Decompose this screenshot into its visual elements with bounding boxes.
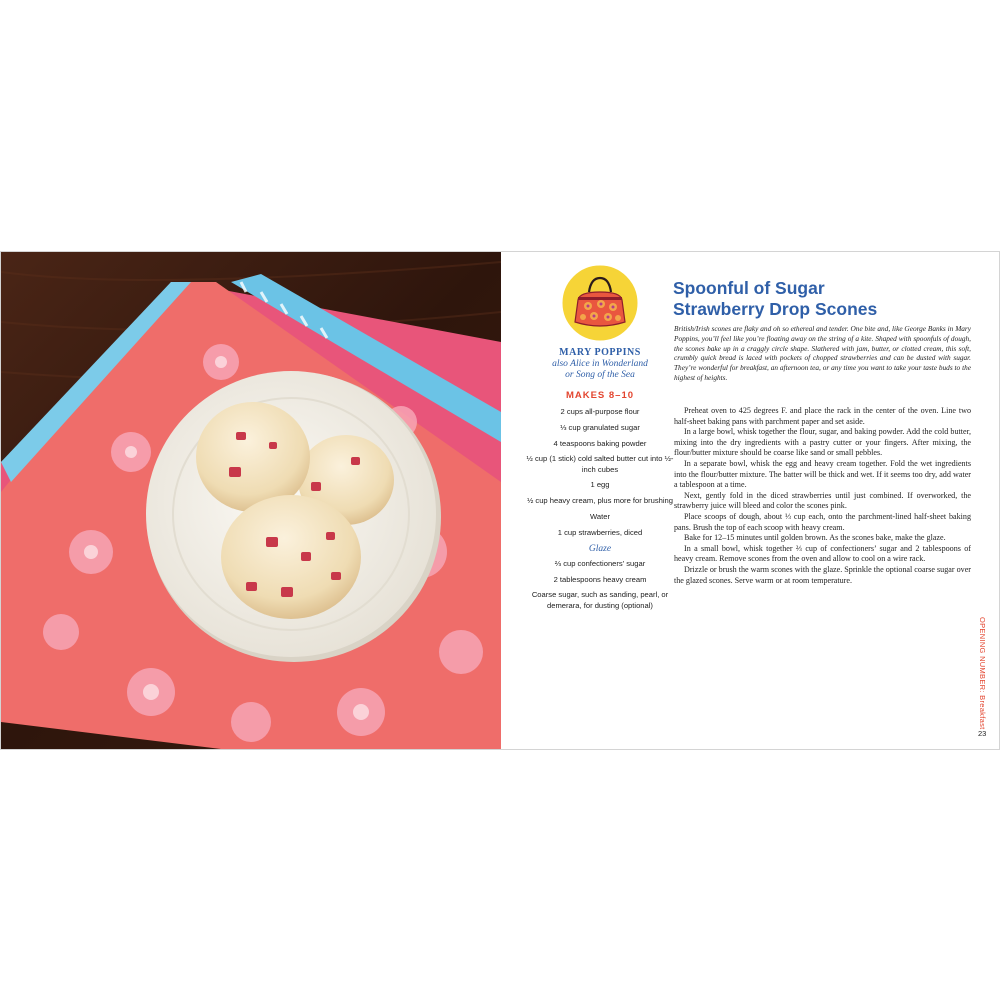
ingredient-item: ½ cup heavy cream, plus more for brushing bbox=[526, 496, 674, 506]
glaze-heading: Glaze bbox=[588, 543, 612, 554]
ingredient-item: 2 cups all-purpose flour bbox=[560, 407, 640, 416]
step-paragraph: In a separate bowl, whisk the egg and heavy cream together. Fold the wet ingredients into the flour/butter mixture. The batter will be thick and wet. If it seems too dry, add water a tablespoon at a time. bbox=[674, 458, 971, 490]
alt-title-1: Alice in Wonderland bbox=[570, 359, 648, 369]
page-number: 23 bbox=[978, 729, 987, 738]
recipe-title-line-1: Spoonful of Sugar bbox=[673, 278, 825, 298]
movie-alternates bbox=[522, 359, 678, 381]
book-spread bbox=[0, 251, 1000, 750]
step-paragraph: Bake for 12–15 minutes until golden brown. As the scones bake, make the glaze. bbox=[684, 533, 946, 543]
recipe-intro: British/Irish scones are flaky and oh so ethereal and tender. One bite and, like George Banks in Mary Poppins, you’ll feel like you’re floating away on the string of a kite. Shaped with spoonfuls of dough, the scones bake up in a craggly circle shape. Slathered with jam, butter, or clotted cream, this soft, crumbly quick bread is laced with pockets of chopped strawberries and can be dusted with sugar. They’re wonderful for breakfast, an afternoon tea, or any time you want to take your taste buds to the highest of heights. bbox=[674, 324, 971, 382]
recipe-title-line-2: Strawberry Drop Scones bbox=[673, 299, 878, 319]
alt-title-2: Song of the Sea bbox=[575, 370, 635, 380]
ingredient-list bbox=[524, 407, 676, 616]
running-head-text: OPENING NUMBER: Breakfast bbox=[978, 617, 987, 730]
recipe-title bbox=[673, 278, 973, 320]
step-paragraph: Place scoops of dough, about ⅓ cup each, onto the parchment-lined half-sheet baking pans. Brush the top of each scoop with heavy cream. bbox=[674, 511, 971, 532]
glaze-ingredient-item: 2 tablespoons heavy cream bbox=[553, 574, 647, 584]
glaze-ingredient-item: ⅔ cup confectioners’ sugar bbox=[554, 558, 646, 568]
ingredient-item: 1 cup strawberries, diced bbox=[557, 527, 643, 537]
running-head bbox=[972, 617, 992, 737]
step-paragraph: In a small bowl, whisk together ⅔ cup of confectioners’ sugar and 2 tablespoons of heavy cream. Remove scones from the oven and allow to cool on a wire rack. bbox=[674, 543, 971, 564]
ingredient-item: Water bbox=[590, 511, 610, 521]
step-paragraph: Drizzle or brush the warm scones with the glaze. Sprinkle the optional coarse sugar over the glazed scones. Serve warm or at room temperature. bbox=[674, 564, 971, 585]
ingredient-item: 1 egg bbox=[590, 480, 610, 490]
ingredient-item: 4 teaspoons baking powder bbox=[553, 438, 647, 448]
ingredient-item: ⅓ cup granulated sugar bbox=[560, 422, 640, 432]
carpet-bag-icon bbox=[561, 264, 639, 342]
recipe-page bbox=[502, 252, 999, 749]
movie-title: MARY POPPINS bbox=[559, 347, 641, 358]
step-paragraph: Preheat oven to 425 degrees F. and place the rack in the center of the oven. Line two half-sheet baking pans with parchment paper and set aside. bbox=[674, 406, 971, 426]
also-prefix: also bbox=[552, 359, 571, 369]
step-paragraph: In a large bowl, whisk together the flour, sugar, and baking powder. Add the cold butter, mixing into the dry ingredients with a pastry cutter or your fingers. After mixing, the flour/butter mixture should be coarse like sand or small pebbles. bbox=[674, 427, 971, 458]
movie-credit bbox=[522, 347, 678, 381]
glaze-ingredient-item: Coarse sugar, such as sanding, pearl, or demerara, for dusting (optional) bbox=[531, 590, 669, 610]
step-paragraph: Next, gently fold in the diced strawberries until just combined. If overworked, the strawberry juice will bleed and color the scones pink. bbox=[674, 490, 971, 511]
ingredient-item: ½ cup (1 stick) cold salted butter cut into ½-inch cubes bbox=[526, 454, 674, 474]
recipe-yield: MAKES 8–10 bbox=[565, 390, 635, 401]
also-or: or bbox=[565, 370, 576, 380]
scones-photo bbox=[1, 252, 501, 749]
recipe-steps bbox=[674, 406, 971, 586]
